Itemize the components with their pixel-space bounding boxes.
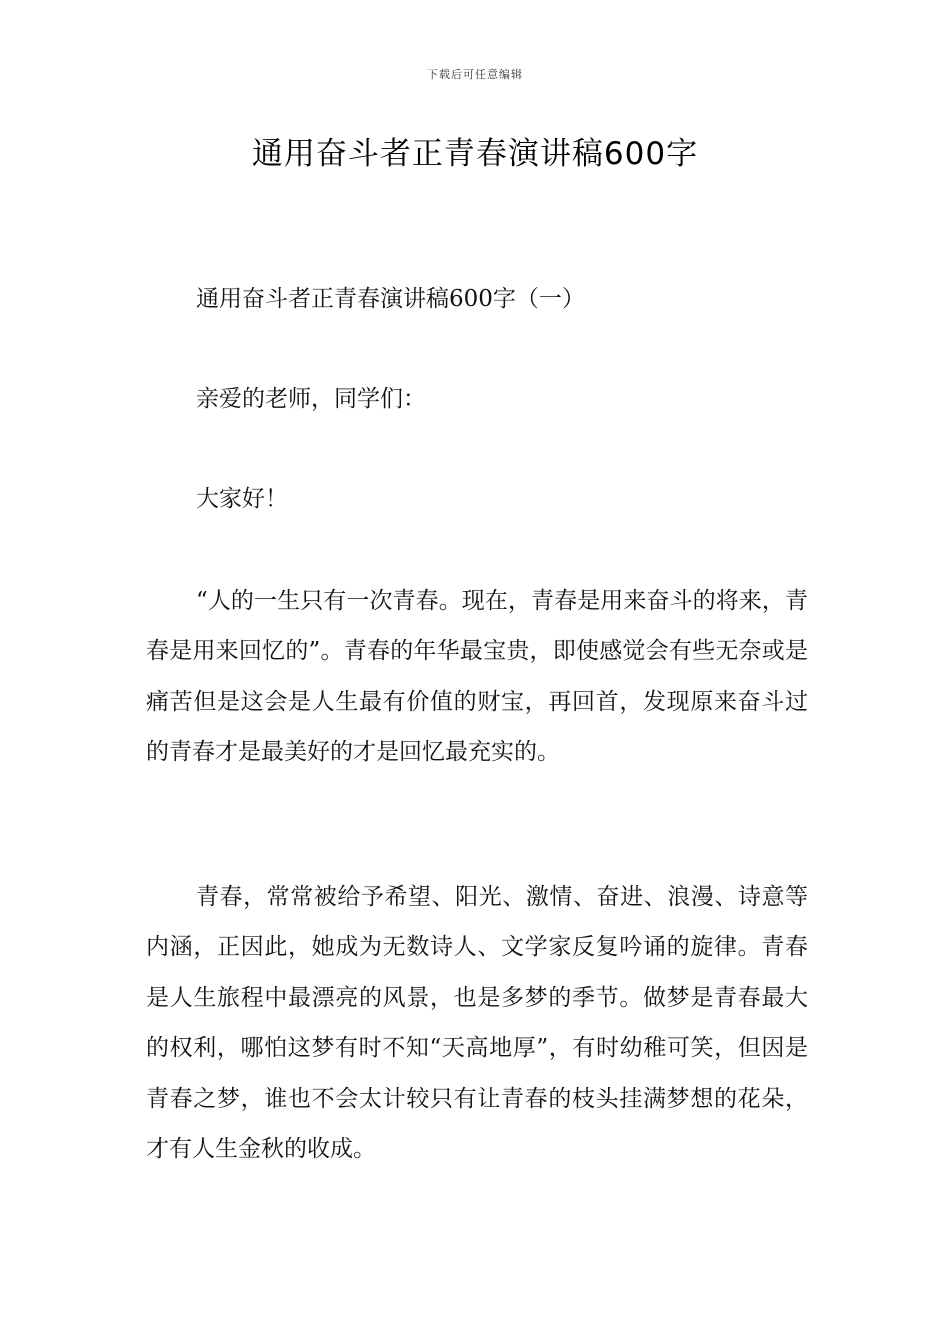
body-paragraph-2: 青春，常常被给予希望、阳光、激情、奋进、浪漫、诗意等内涵，正因此，她成为无数诗人、文学家反复吟诵的旋律。青春是人生旅程中最漂亮的风景，也是多梦的季节。做梦是青春最大的权利，哪怕这梦有时不知“天高地厚”，有时幼稚可笑，但因是青春之梦，谁也不会太计较只有让青春的枝头挂满梦想的花朵，才有人生金秋的收成。 <box>146 884 808 1163</box>
document-title: 通用奋斗者正青春演讲稿600字 <box>251 136 699 172</box>
salutation: 亲爱的老师，同学们： <box>196 386 426 412</box>
header-note: 下载后可任意编辑 <box>427 68 523 81</box>
greeting: 大家好！ <box>196 486 288 512</box>
speech-subtitle: 通用奋斗者正青春演讲稿600字（一） <box>196 286 585 312</box>
body-paragraph-1: “人的一生只有一次青春。现在，青春是用来奋斗的将来，青春是用来回忆的”。青春的年华最宝贵，即使感觉会有些无奈或是痛苦但是这会是人生最有价值的财宝，再回首，发现原来奋斗过的青春才是最美好的才是回忆最充实的。 <box>146 588 808 766</box>
